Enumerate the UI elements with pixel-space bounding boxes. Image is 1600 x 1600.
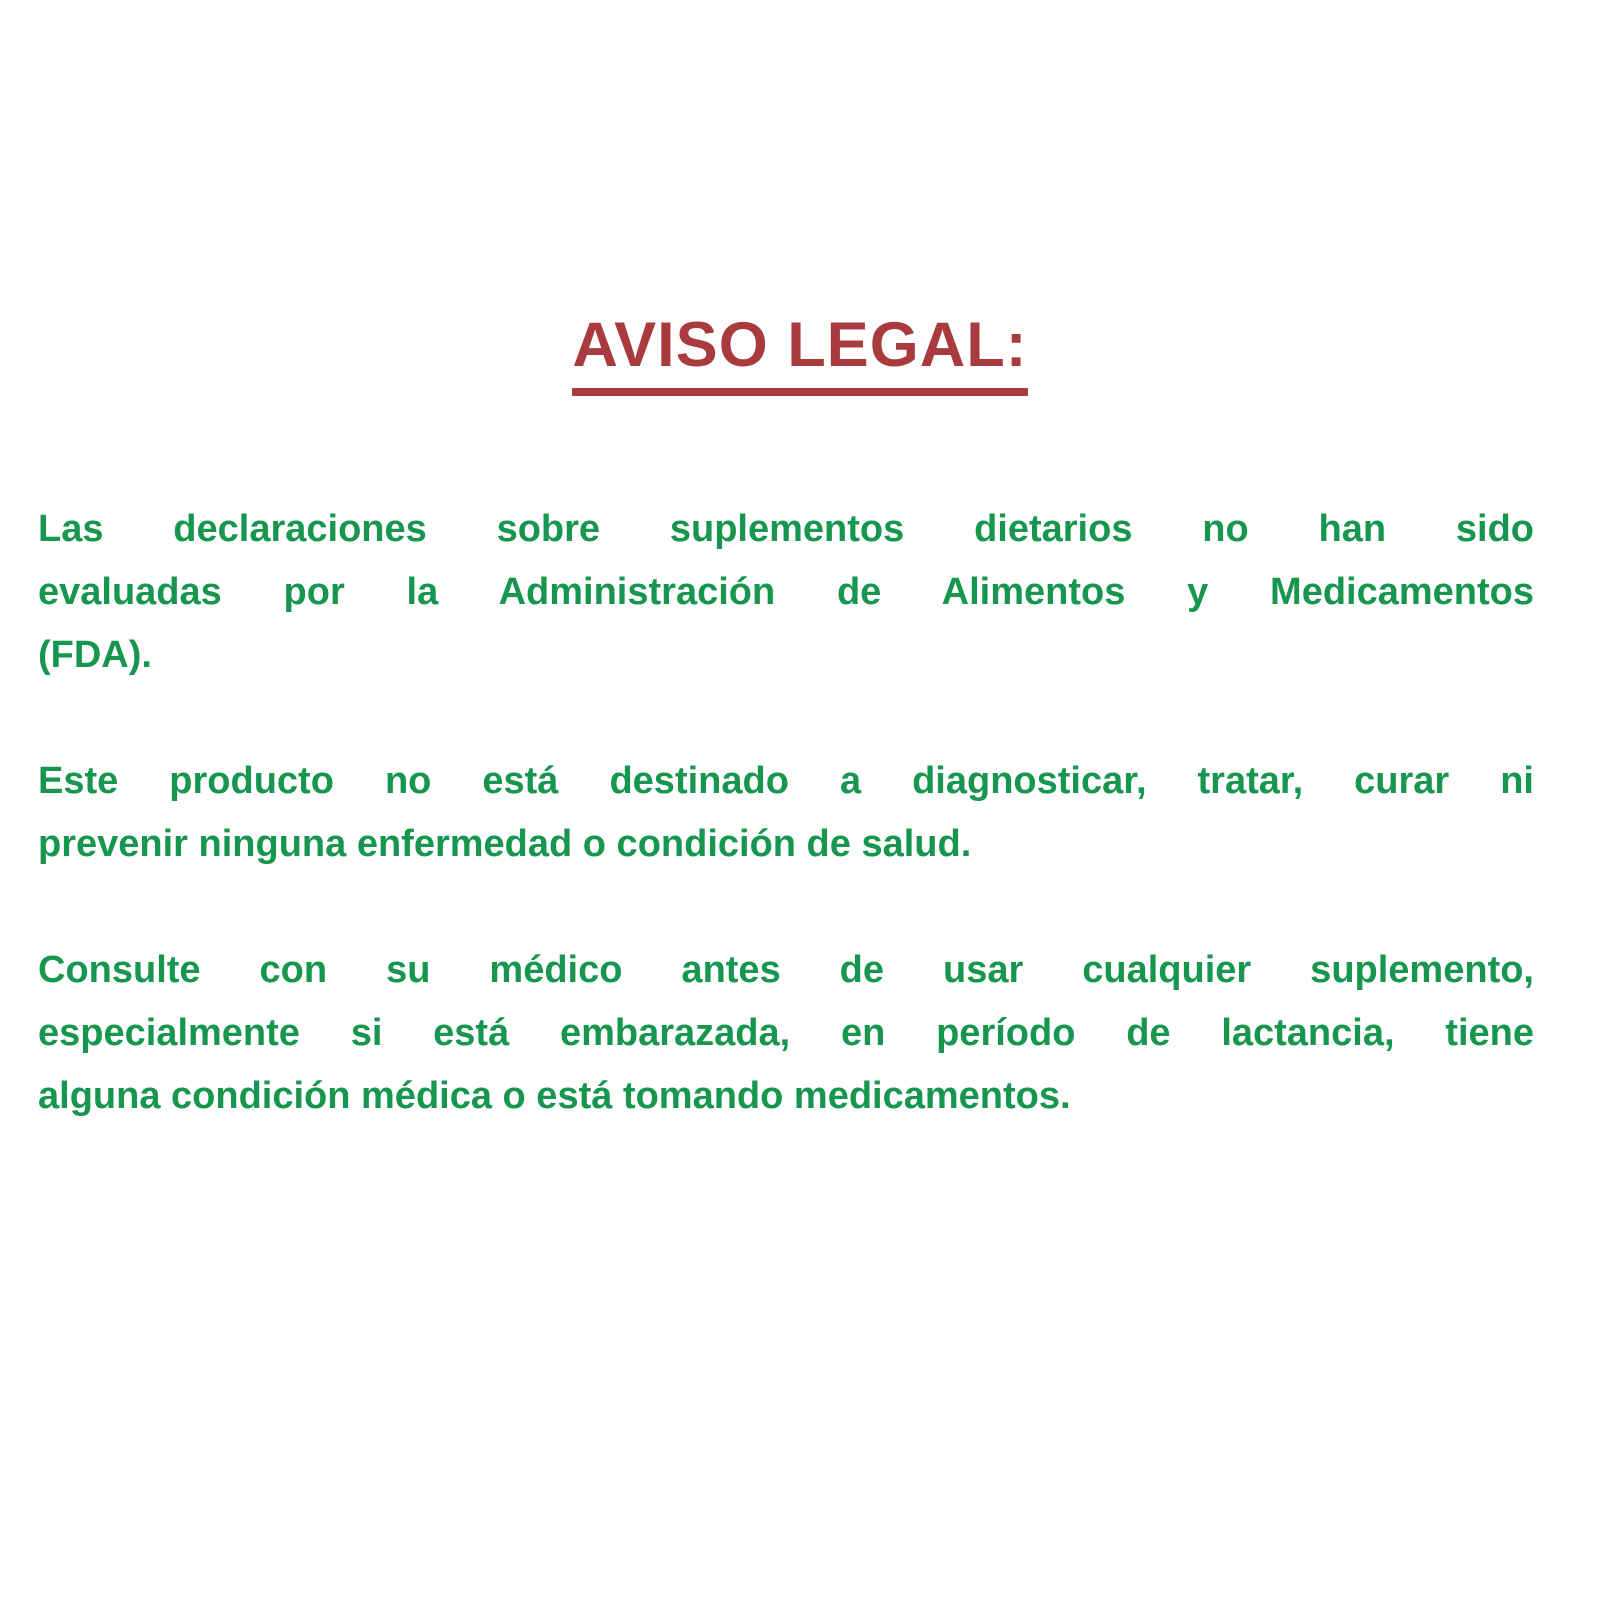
paragraph-consult-doctor: [38, 939, 1534, 1128]
paragraph-line: Consulte con su médico antes de usar cualquier suplemento,: [38, 948, 1534, 991]
paragraph-line: especialmente si está embarazada, en período de lactancia, tiene: [38, 1011, 1534, 1054]
paragraph-not-intended: [38, 750, 1534, 876]
paragraph-line: Las declaraciones sobre suplementos dietarios no han sido: [38, 507, 1534, 550]
disclaimer-body: [38, 498, 1534, 1128]
paragraph-fda-statement: [38, 498, 1534, 687]
paragraph-line: prevenir ninguna enfermedad o condición de salud.: [38, 822, 972, 865]
paragraph-line: (FDA).: [38, 633, 152, 676]
page-title: [0, 308, 1600, 396]
paragraph-line: evaluadas por la Administración de Alimentos y Medicamentos: [38, 570, 1534, 613]
paragraph-line: alguna condición médica o está tomando medicamentos.: [38, 1074, 1071, 1117]
paragraph-line: Este producto no está destinado a diagnosticar, tratar, curar ni: [38, 759, 1534, 802]
page-title-text: AVISO LEGAL:: [572, 308, 1027, 396]
